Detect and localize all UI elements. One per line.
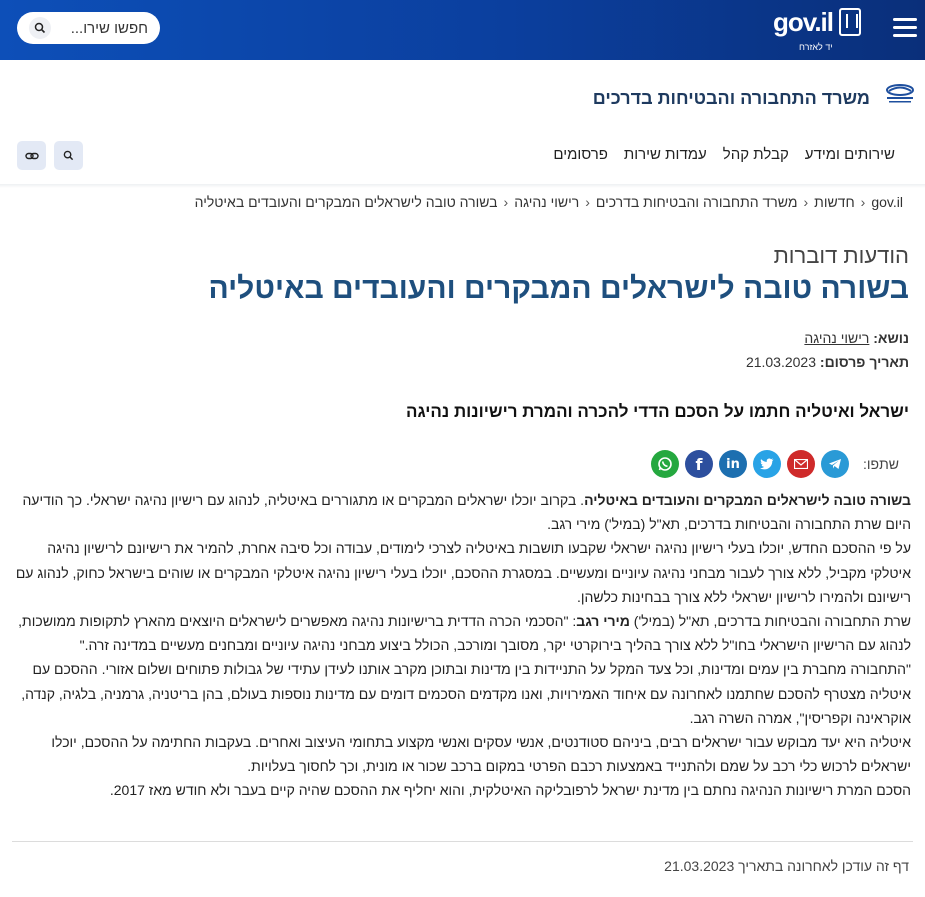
- breadcrumb: [0, 188, 925, 218]
- article-subtitle: ישראל ואיטליה חתמו על הסכם הדדי להכרה והמרת רישיונות נהיגה: [406, 402, 909, 421]
- topic-label: נושא:: [873, 330, 909, 346]
- breadcrumb-current: בשורה טובה לישראלים המבקרים והעובדים באיטליה: [194, 194, 498, 210]
- ministry-name[interactable]: משרד התחבורה והבטיחות בדרכים: [592, 88, 870, 108]
- chevron-left-icon: ‹: [860, 194, 866, 210]
- logo-tagline: יד לאזרח: [799, 42, 833, 52]
- share-bar: [651, 450, 899, 478]
- gov-logo[interactable]: [773, 7, 861, 52]
- last-updated: דף זה עודכן לאחרונה בתאריך 21.03.2023: [664, 858, 909, 874]
- whatsapp-icon[interactable]: [651, 450, 679, 478]
- state-emblem-icon: [839, 8, 861, 36]
- chevron-left-icon: ‹: [585, 194, 590, 210]
- logo-text: gov.il: [773, 7, 833, 37]
- date-row: [746, 354, 909, 370]
- paragraph-3-pre: שרת התחבורה והבטיחות בדרכים, תא"ל (במיל'): [629, 613, 911, 630]
- top-bar: [0, 0, 925, 60]
- search-box[interactable]: [17, 12, 160, 44]
- link-icon: [25, 151, 39, 161]
- publish-date: 21.03.2023: [745, 354, 817, 370]
- paragraph-2: על פי ההסכם החדש, יוכלו בעלי רישיון נהיגה ישראלי שקבעו תושבות באיטליה לצרכי לימודים, עבודה וכל סיבה אחרת, להמיר את רישיונם לרישיון נהיגה איטלקי מקביל, ללא צורך לעבור מבחני נהיגה עיוניים ומעשיים. במסגרת ההסכם, יוכלו בעלי רישיון נהיגה איטלקי המבקרים או שוהים בישראל כחוק, לנהוג עם רישיונם ולהמירו לרישיון ישראלי ללא צורך בבחינות כלשהן.: [15, 540, 911, 605]
- article-category: הודעות דוברות: [773, 243, 909, 268]
- share-label: שתפו:: [863, 456, 899, 472]
- search-icon[interactable]: [29, 17, 51, 39]
- paragraph-1-bold: בשורה טובה לישראלים המבקרים והעובדים באיטליה: [584, 492, 911, 508]
- nav-item-reception[interactable]: קבלת קהל: [722, 146, 789, 163]
- article-body: [15, 488, 911, 803]
- breadcrumb-topic[interactable]: רישוי נהיגה: [514, 194, 580, 210]
- linkedin-icon[interactable]: in: [719, 450, 747, 478]
- paragraph-1-text: . בקרוב יוכלו ישראלים המבקרים או מתגוררים באיטליה, לנהוג עם רישיון נהיגה ישראלי. כך הודיעה היום שרת התחבורה והבטיחות בדרכים, תא"ל (במיל') מירי רגב.: [22, 492, 911, 533]
- paragraph-5: איטליה היא יעד מבוקש עבור ישראלים רבים, ביניהם סטודנטים, אנשי עסקים ואנשי מקצוע בתחומי העיצוב ואחרים. בעקבות החתימה על ההסכם, יוכלו ישראלים לרכוש כלי רכב על שמם ולהתנייד באמצעות רכבם הפרטי במקום ברכב שכור או מונית, וכך לחסוך בעלויות.: [51, 734, 911, 775]
- divider: [12, 841, 913, 842]
- paragraph-6: הסכם המרת רישיונות הנהיגה נחתם בין מדינת ישראל לרפובליקה האיטלקית, והוא יחליף את ההסכם שהיה קיים בעבר ולא חודש מאז 2017.: [109, 782, 911, 799]
- chevron-left-icon: ‹: [503, 194, 509, 210]
- menu-icon[interactable]: [893, 18, 917, 38]
- paragraph-3-text: : "הסכמי הכרה הדדית ברישיונות נהיגה מאפשרים לישראלים היוצאים מהארץ לתקופות ממושכות, לנהוג עם הרישיון הישראלי בחו"ל ללא צורך בהליך בירוקרטי יקר, מסובך ומורכב, הכולל ביצוע מבחני נהיגה עיוניים ומבחנים מעשיים במדינה זרה.": [18, 613, 911, 654]
- chevron-left-icon: ‹: [803, 194, 809, 210]
- nav-item-service-stations[interactable]: עמדות שירות: [623, 146, 707, 163]
- ministry-header: [0, 60, 925, 132]
- ministry-logo-icon: [885, 82, 915, 104]
- page-title: בשורה טובה לישראלים המבקרים והעובדים באיטליה: [208, 272, 909, 305]
- link-button[interactable]: [17, 141, 46, 170]
- paragraph-4: "התחבורה מחברת בין עמים ומדינות, וכל צעד המקל על התניידות בין מדינות ובתוכן מקרב אותנו לעידן עתידי של גבולות פתוחים ושלום אזורי. ההסכם עם איטליה מצטרף להסכם שחתמנו לאחרונה עם איחוד האמירויות, ואנו מקדמים הסכמים דומים עם מדינות נוספות בעולם, בהן בריטניה, גרמניה, בלגיה, קנדה, אוקראינה וקפריסין", אמרה השרה רגב.: [21, 661, 911, 726]
- facebook-icon[interactable]: f: [685, 450, 713, 478]
- nav-item-publications[interactable]: פרסומים: [553, 146, 608, 163]
- paragraph-1: [15, 488, 911, 536]
- breadcrumb-gov[interactable]: gov.il: [871, 194, 903, 210]
- breadcrumb-ministry[interactable]: משרד התחבורה והבטיחות בדרכים: [595, 194, 798, 210]
- breadcrumb-news[interactable]: חדשות: [814, 194, 855, 210]
- search-icon: [63, 150, 74, 161]
- twitter-icon[interactable]: [753, 450, 781, 478]
- date-label: תאריך פרסום:: [819, 354, 909, 370]
- topic-link[interactable]: רישוי נהיגה: [804, 330, 870, 346]
- nav-item-services[interactable]: שירותים ומידע: [804, 146, 895, 163]
- search-button[interactable]: [54, 141, 83, 170]
- search-input[interactable]: חפשו שירו...: [70, 19, 148, 37]
- topic-row: [804, 330, 909, 346]
- main-nav: [0, 132, 925, 184]
- paragraph-3-bold: מירי רגב: [576, 613, 630, 630]
- email-icon[interactable]: [787, 450, 815, 478]
- paragraph-3: [15, 609, 911, 657]
- telegram-icon[interactable]: [821, 450, 849, 478]
